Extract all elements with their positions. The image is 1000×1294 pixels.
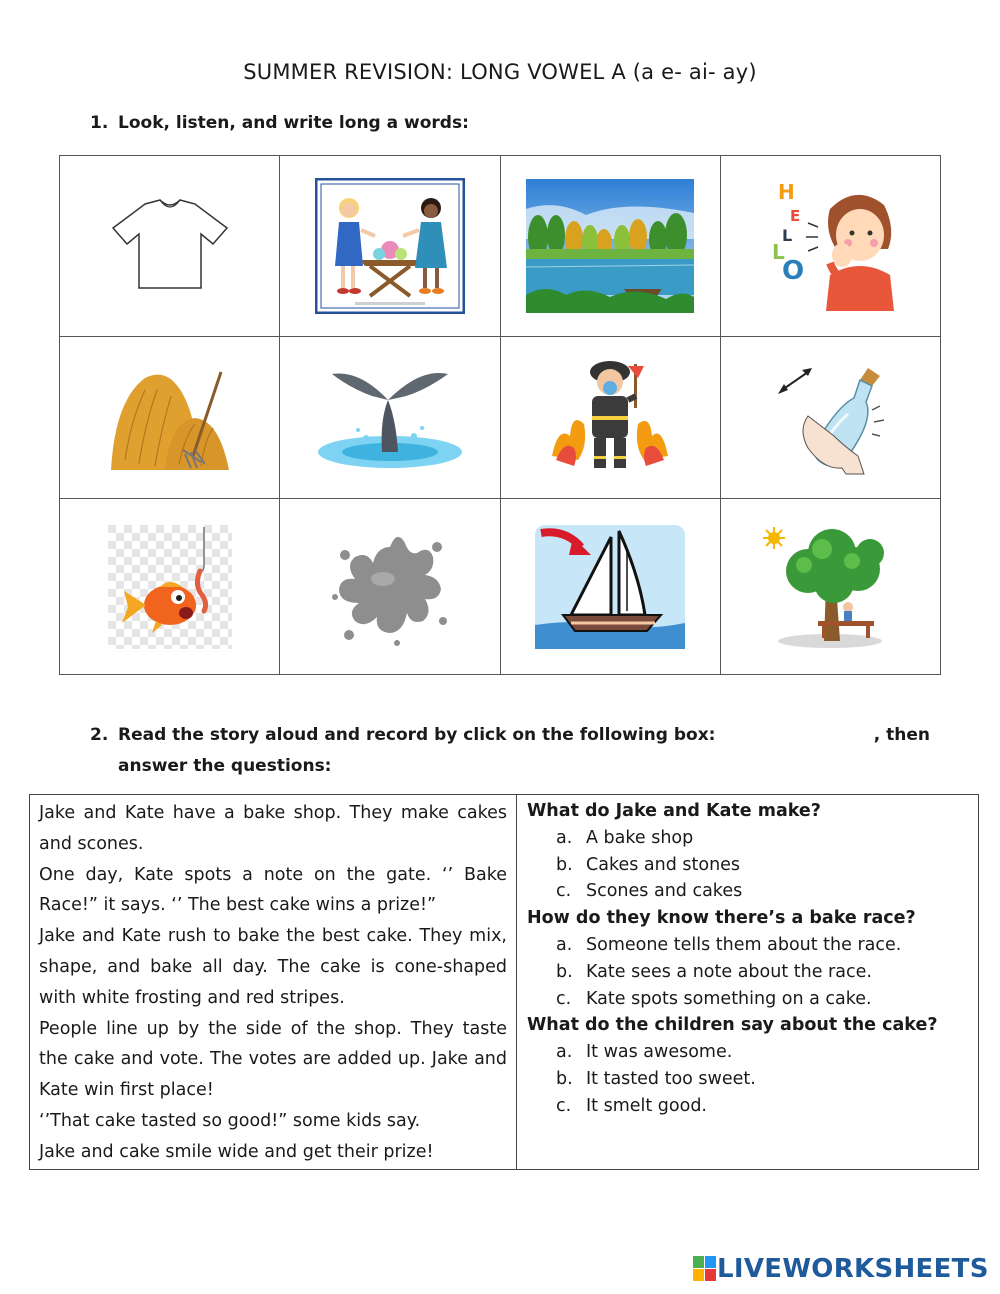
story-paragraph: ‘’That cake tasted so good!” some kids say. — [39, 1110, 421, 1131]
hello-letter: O — [782, 256, 805, 286]
answer-option[interactable]: b. It tasted too sweet. — [556, 1068, 756, 1089]
hello-letter: E — [790, 207, 801, 225]
story-paragraph: One day, Kate spots a note on the gate. ‘’ Bake Race!” it says. ‘’ The best cake wins a prize!” — [39, 864, 507, 916]
question-text-then: , then — [873, 725, 930, 745]
picture-cell[interactable] — [720, 337, 940, 499]
question-2-heading — [90, 720, 940, 782]
question: What do Jake and Kate make? — [527, 801, 821, 821]
hay-picture — [105, 360, 235, 476]
bait-fish-picture — [108, 525, 232, 649]
whale-tail-picture — [310, 360, 470, 476]
question-text-continued: answer the questions: — [118, 756, 332, 776]
answer-option[interactable]: c. Scones and cakes — [556, 881, 743, 902]
answer-option[interactable]: a. It was awesome. — [556, 1042, 733, 1063]
trade-picture — [315, 178, 465, 314]
question-1-heading — [90, 113, 469, 133]
picture-grid — [59, 155, 941, 675]
lake-picture — [526, 179, 694, 313]
story-paragraph: Jake and Kate rush to bake the best cake. They mix, shape, and bake all day. The cake is cone-shaped with white frosting and red stripes. — [39, 926, 507, 1008]
picture-cell[interactable] — [500, 156, 720, 337]
answer-option[interactable]: c. It smelt good. — [556, 1095, 707, 1116]
picture-cell[interactable] — [60, 156, 280, 337]
shake-bottle-picture — [768, 360, 892, 476]
questions-list — [518, 796, 977, 1120]
story-paragraph: People line up by the side of the shop. They taste the cake and vote. The votes are added up. Jake and Kate win first place! — [39, 1018, 507, 1101]
picture-cell[interactable] — [60, 337, 280, 499]
question: How do they know there’s a bake race? — [527, 908, 916, 929]
answer-option[interactable]: c. Kate spots something on a cake. — [556, 988, 872, 1009]
picture-cell[interactable] — [500, 337, 720, 499]
story-text — [31, 796, 515, 1168]
hello-shout-picture — [760, 179, 900, 313]
answer-option[interactable]: a. Someone tells them about the race. — [556, 934, 902, 955]
brand-name: LIVEWORKSHEETS — [717, 1254, 989, 1284]
shade-tree-picture — [760, 525, 900, 649]
firefighter-picture — [548, 356, 672, 480]
story-and-questions-table — [29, 794, 979, 1170]
hello-letter: L — [772, 240, 786, 264]
hello-letter: L — [782, 226, 793, 245]
answer-option[interactable]: b. Cakes and stones — [556, 854, 741, 875]
picture-cell[interactable] — [60, 499, 280, 675]
page-title: SUMMER REVISION: LONG VOWEL A (a e- ai- ay) — [243, 60, 757, 84]
story-paragraph: Jake and cake smile wide and get their prize! — [39, 1141, 434, 1162]
t-shirt-picture — [105, 196, 235, 296]
grey-stain-picture — [325, 525, 455, 649]
question-number: 1. — [90, 113, 109, 133]
hello-letter: H — [778, 180, 796, 204]
answer-option[interactable]: b. Kate sees a note about the race. — [556, 961, 872, 982]
liveworksheets-footer[interactable] — [693, 1254, 989, 1284]
picture-cell[interactable] — [280, 156, 500, 337]
question-text: Look, listen, and write long a words: — [118, 113, 469, 133]
picture-cell[interactable] — [720, 499, 940, 675]
question-text: Read the story aloud and record by click on the following box: — [118, 725, 716, 745]
picture-cell[interactable] — [280, 337, 500, 499]
question-number: 2. — [90, 725, 109, 745]
liveworksheets-logo-icon — [693, 1256, 717, 1282]
question: What do the children say about the cake? — [527, 1015, 938, 1036]
answer-option[interactable]: a. A bake shop — [556, 827, 694, 848]
picture-cell[interactable] — [500, 499, 720, 675]
picture-cell[interactable] — [280, 499, 500, 675]
picture-cell[interactable] — [720, 156, 940, 337]
story-paragraph: Jake and Kate have a bake shop. They make cakes and scones. — [39, 803, 507, 854]
sail-boat-picture — [535, 525, 685, 649]
